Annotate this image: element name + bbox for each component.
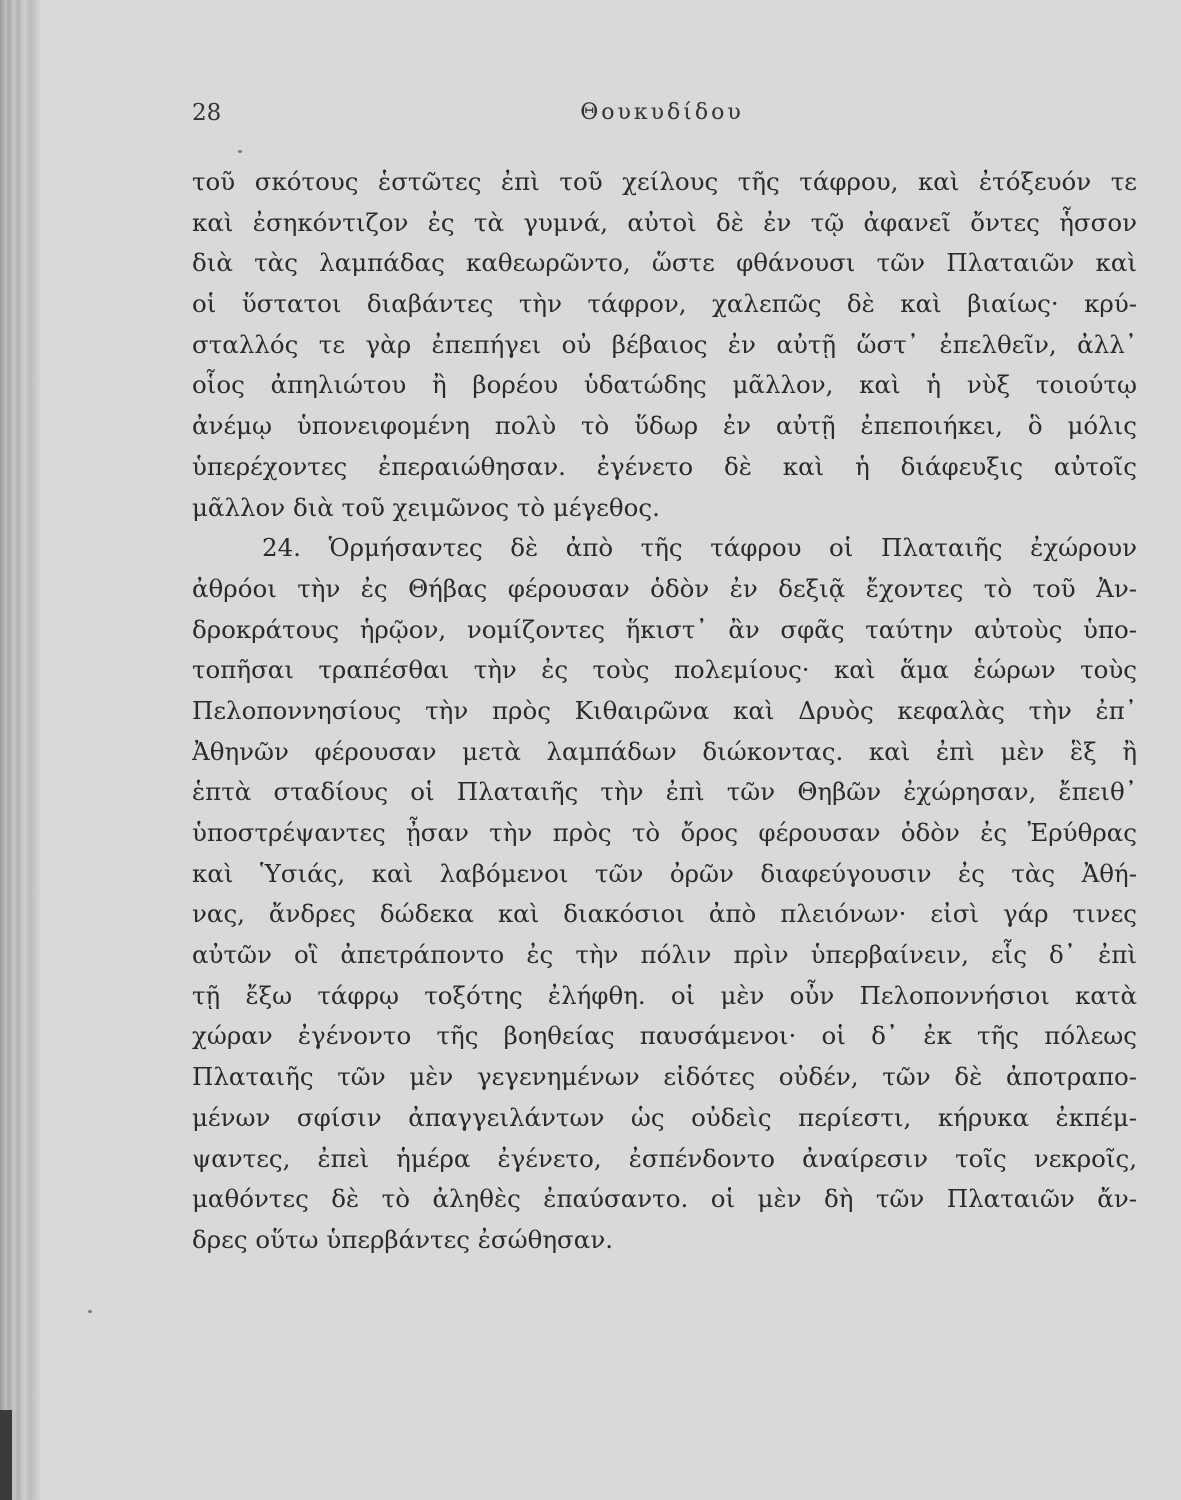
text-line: καὶ ἐσηκόντιζον ἐς τὰ γυμνά, αὐτοὶ δὲ ἐν τῷ ἀφανεῖ ὄντες ἧσσον <box>192 207 1137 237</box>
text-line: τοπῆσαι τραπέσθαι τὴν ἐς τοὺς πολεμίους· καὶ ἅμα ἑώρων τοὺς <box>192 655 1137 685</box>
paper-speck <box>238 150 242 153</box>
text-line: μᾶλλον διὰ τοῦ χειμῶνος τὸ μέγεθος. <box>192 492 660 522</box>
text-line: καὶ Ὑσιάς, καὶ λαβόμενοι τῶν ὀρῶν διαφεύγουσιν ἐς τὰς Ἀθή- <box>192 858 1137 888</box>
page-number: 28 <box>192 100 222 126</box>
text-line: μαθόντες δὲ τὸ ἀληθὲς ἐπαύσαντο. οἱ μὲν δὴ τῶν Πλαταιῶν ἄν- <box>192 1184 1137 1214</box>
text-line: ὑποστρέψαντες ᾖσαν τὴν πρὸς τὸ ὄρος φέρουσαν ὁδὸν ἐς Ἐρύθρας <box>192 818 1137 847</box>
text-line: αὐτῶν οἳ ἀπετράποντο ἐς τὴν πόλιν πρὶν ὑπερβαίνειν, εἷς δ᾽ ἐπὶ <box>192 940 1137 970</box>
paper-speck <box>88 1310 92 1313</box>
text-line: Πλαταιῆς τῶν μὲν γεγενημένων εἰδότες οὐδέν, τῶν δὲ ἀποτραπο- <box>192 1062 1137 1092</box>
text-line: ἀνέμῳ ὑπονειφομένη πολὺ τὸ ὕδωρ ἐν αὐτῇ ἐπεποιήκει, ὃ μόλις <box>192 411 1137 441</box>
text-line: ὑπερέχοντες ἐπεραιώθησαν. ἐγένετο δὲ καὶ ἡ διάφευξις αὐτοῖς <box>192 451 1137 481</box>
book-spine <box>0 1410 12 1500</box>
book-page-edges <box>0 0 40 1500</box>
text-line: διὰ τὰς λαμπάδας καθεωρῶντο, ὥστε φθάνουσι τῶν Πλαταιῶν καὶ <box>192 248 1137 278</box>
chapter-start-line: 24. Ὁρμήσαντες δὲ ἀπὸ τῆς τάφρου οἱ Πλαταιῆς ἐχώρουν <box>262 533 1137 563</box>
text-line: Ἀθηνῶν φέρουσαν μετὰ λαμπάδων διώκοντας. καὶ ἐπὶ μὲν ἓξ ἢ <box>192 736 1137 766</box>
text-line: χώραν ἐγένοντο τῆς βοηθείας παυσάμενοι· οἱ δ᾽ ἐκ τῆς πόλεως <box>192 1021 1137 1051</box>
text-line: δρες οὕτω ὑπερβάντες ἐσώθησαν. <box>192 1224 613 1254</box>
text-line: οἱ ὕστατοι διαβάντες τὴν τάφρον, χαλεπῶς δὲ καὶ βιαίως· κρύ- <box>192 289 1137 319</box>
text-line: Πελοποννησίους τὴν πρὸς Κιθαιρῶνα καὶ Δρυὸς κεφαλὰς τὴν ἐπ᾽ <box>192 695 1137 725</box>
text-line: ἀθρόοι τὴν ἐς Θήβας φέρουσαν ὁδὸν ἐν δεξιᾷ ἔχοντες τὸ τοῦ Ἀν- <box>192 573 1137 603</box>
text-line: ψαντες, ἐπεὶ ἡμέρα ἐγένετο, ἐσπένδοντο ἀναίρεσιν τοῖς νεκροῖς, <box>192 1143 1137 1173</box>
text-line: τοῦ σκότους ἑστῶτες ἐπὶ τοῦ χείλους τῆς τάφρου, καὶ ἐτόξευόν τε <box>192 167 1137 196</box>
running-head <box>192 100 1132 136</box>
text-line: δροκράτους ἡρῷον, νομίζοντες ἥκιστ᾽ ἂν σφᾶς ταύτην αὐτοὺς ὑπο- <box>192 614 1137 644</box>
text-line: σταλλός τε γὰρ ἐπεπήγει οὐ βέβαιος ἐν αὐτῇ ὥστ᾽ ἐπελθεῖν, ἀλλ᾽ <box>192 329 1137 359</box>
running-title: Θουκυδίδου <box>580 100 744 125</box>
text-line: τῇ ἔξω τάφρῳ τοξότης ἐλήφθη. οἱ μὲν οὖν Πελοποννήσιοι κατὰ <box>192 980 1137 1010</box>
text-line: μένων σφίσιν ἀπαγγειλάντων ὡς οὐδεὶς περίεστι, κήρυκα ἐκπέμ- <box>192 1102 1137 1132</box>
main-text <box>192 162 1137 1261</box>
text-line: οἷος ἀπηλιώτου ἢ βορέου ὑδατώδης μᾶλλον, καὶ ἡ νὺξ τοιούτῳ <box>192 370 1137 400</box>
text-line: ἑπτὰ σταδίους οἱ Πλαταιῆς τὴν ἐπὶ τῶν Θηβῶν ἐχώρησαν, ἔπειθ᾽ <box>192 777 1137 807</box>
text-line: νας, ἄνδρες δώδεκα καὶ διακόσιοι ἀπὸ πλειόνων· εἰσὶ γάρ τινες <box>192 899 1137 929</box>
